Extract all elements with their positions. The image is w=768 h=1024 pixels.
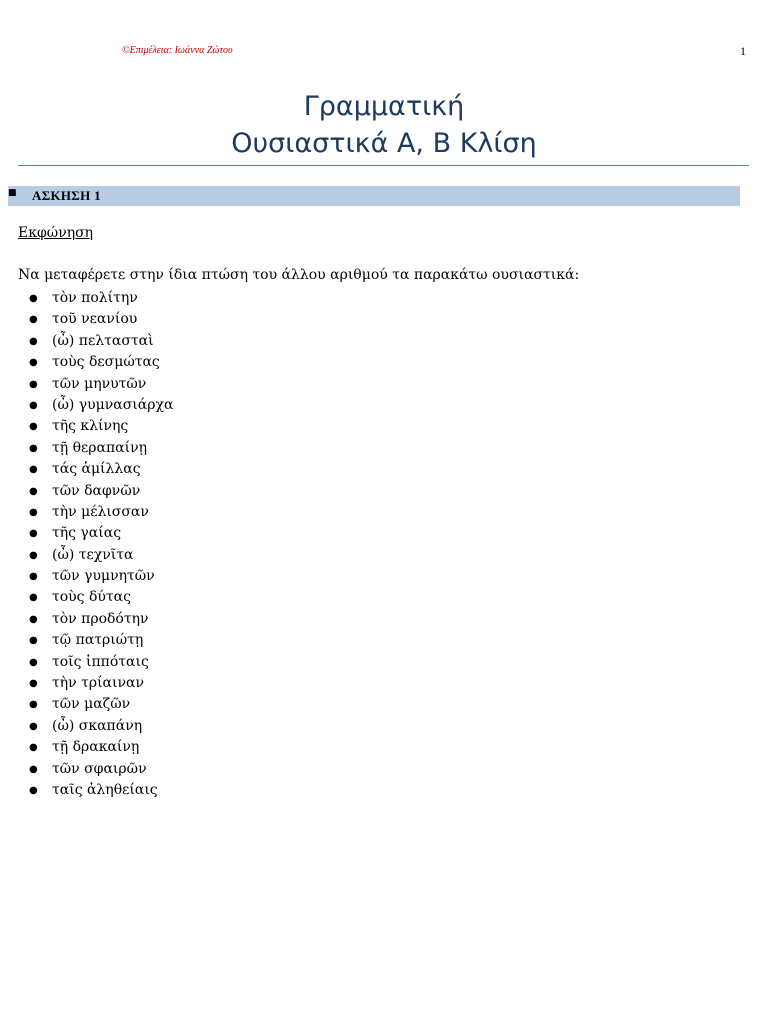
list-item [18, 459, 173, 480]
word-text: τῶν μαζῶν [52, 696, 131, 713]
bullet-icon: ● [29, 592, 38, 604]
list-item [18, 587, 173, 608]
bullet-icon: ● [29, 742, 38, 754]
word-text: τοῖς ἱππόταις [52, 653, 149, 670]
title-line-2: Ουσιαστικά Α, Β Κλίση [231, 128, 537, 159]
word-text: (ὦ) γυμνασιάρχα [52, 396, 174, 413]
bullet-icon: ● [29, 485, 38, 497]
list-item [18, 374, 173, 395]
list-item [18, 652, 173, 673]
page-number: 1 [740, 44, 746, 58]
document-title [0, 88, 768, 162]
word-text: (ὦ) σκαπάνη [52, 717, 143, 734]
header-credit: ©Επιμέλεια: Ιωάννα Ζώτου [122, 45, 233, 56]
word-text: τῷ πατριώτῃ [52, 632, 144, 649]
word-text: τάς ἁμίλλας [52, 461, 141, 478]
square-bullet-icon: ■ [8, 188, 17, 198]
bullet-icon: ● [29, 314, 38, 326]
list-item [18, 673, 173, 694]
bullet-icon: ● [29, 399, 38, 411]
list-item [18, 523, 173, 544]
list-item [18, 288, 173, 309]
word-list [18, 288, 173, 801]
list-item [18, 609, 173, 630]
word-text: τὸν προδότην [52, 610, 149, 627]
list-item [18, 438, 173, 459]
bullet-icon: ● [29, 613, 38, 625]
bullet-icon: ● [29, 720, 38, 732]
bullet-icon: ● [29, 784, 38, 796]
list-item [18, 630, 173, 651]
list-item [18, 780, 173, 801]
word-text: ταῖς ἀληθείαις [52, 781, 158, 798]
bullet-icon: ● [29, 635, 38, 647]
bullet-icon: ● [29, 699, 38, 711]
prompt-heading: Εκφώνηση [18, 225, 94, 241]
bullet-icon: ● [29, 464, 38, 476]
bullet-icon: ● [29, 442, 38, 454]
list-item [18, 331, 173, 352]
word-text: τὸν πολίτην [52, 290, 138, 306]
bullet-icon: ● [29, 335, 38, 347]
word-text: τῶν σφαιρῶν [52, 760, 147, 777]
list-item [18, 502, 173, 523]
exercise-label: ΑΣΚΗΣΗ 1 [32, 188, 101, 203]
word-text: (ὦ) τεχνῖτα [52, 546, 134, 563]
bullet-icon: ● [29, 506, 38, 518]
bullet-icon: ● [29, 421, 38, 433]
word-text: τὴν τρίαιναν [52, 675, 144, 692]
instruction-text: Να μεταφέρετε στην ίδια πτώση του άλλου αριθμού τα παρακάτω ουσιαστικά: [18, 267, 580, 283]
title-divider [18, 165, 749, 166]
bullet-icon: ● [29, 293, 38, 304]
list-item [18, 716, 173, 737]
list-item [18, 395, 173, 416]
bullet-icon: ● [29, 763, 38, 775]
list-item [18, 737, 173, 758]
list-item [18, 481, 173, 502]
bullet-icon: ● [29, 549, 38, 561]
word-text: τῇ δρακαίνῃ [52, 739, 140, 756]
list-item [18, 759, 173, 780]
bullet-icon: ● [29, 378, 38, 390]
word-text: (ὦ) πελτασταὶ [52, 332, 154, 349]
word-text: τῶν μηνυτῶν [52, 375, 147, 392]
word-text: τοὺς δύτας [52, 589, 131, 606]
list-item [18, 545, 173, 566]
title-line-1: Γραμματική [303, 91, 465, 122]
word-text: τῶν δαφνῶν [52, 482, 141, 499]
bullet-icon: ● [29, 656, 38, 668]
list-item [18, 416, 173, 437]
word-text: τῇ θεραπαίνῃ [52, 439, 147, 456]
list-item [18, 694, 173, 715]
word-text: τοῦ νεανίου [52, 311, 138, 328]
bullet-icon: ● [29, 357, 38, 369]
word-text: τῆς γαίας [52, 525, 122, 542]
bullet-icon: ● [29, 678, 38, 690]
exercise-heading-bar [8, 186, 740, 206]
bullet-icon: ● [29, 528, 38, 540]
bullet-icon: ● [29, 571, 38, 583]
word-text: τὴν μέλισσαν [52, 503, 149, 520]
word-text: τῆς κλίνης [52, 418, 129, 435]
list-item [18, 352, 173, 373]
word-text: τῶν γυμνητῶν [52, 568, 155, 585]
word-text: τοὺς δεσμώτας [52, 354, 160, 371]
list-item [18, 309, 173, 330]
list-item [18, 566, 173, 587]
